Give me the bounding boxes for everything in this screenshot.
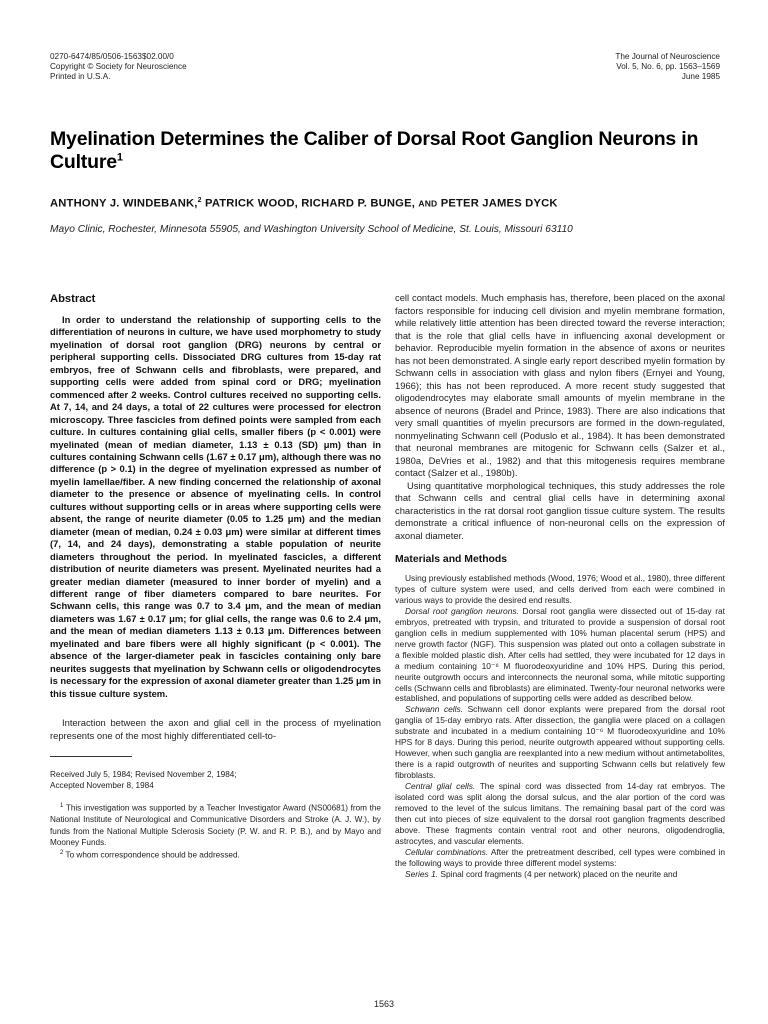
methods-schwann-paragraph (395, 704, 725, 781)
article-title-text: Myelination Determines the Caliber of Dorsal Root Ganglion Neurons in Culture (50, 128, 699, 173)
abstract-text: In order to understand the relationship of supporting cells to the differentiation of neurons in culture, we have used morphometry to study myelination of dorsal root ganglion (DRG) neurons by central or peripheral supporting cells. Dissociated DRG cultures from 15-day rat embryos, free of Schwann cells and fibroblasts, were prepared, and supporting cells were added from spinal cord or DRG; myelination commenced after 2 weeks. Control cultures received no supporting cells. At 7, 14, and 24 days, a total of 22 cultures were processed for electron microscopy. Three fascicles from defined points were sampled from each culture. In cultures containing glial cells, smaller fibers (p < 0.001) were myelinated (mean of median diameter, 1.13 ± 0.13 (SD) μm) than in cultures containing Schwann cells (1.67 ± 0.17 μm), although there was no difference (p > 0.1) in the degree of myelination expressed as number of myelin lamellae/fiber. A new finding concerned the relationship of axonal diameter to the presence or absence of myelinating cells. In control cultures without supporting cells or in areas where supporting cells were absent, the range of neurite diameter (0.05 to 1.25 μm) and the median diameter (mean of median, 0.24 ± 0.03 μm) were similar at different times (7, 14, and 24 days), demonstrating a stable population of neurite diameters throughout the period. In myelinated fascicles, a different distribution of neurite diameters was present. Myelinated neurites had a greater median diameter (measured to inner border of myelin) and a different range of fiber diameters compared to bare neurites. For Schwann cells, this range was 0.7 to 3.4 μm, and the mean of median diameters was 1.67 ± 0.17 μm; for glial cells, the range was 0.6 to 2.4 μm, and the mean of median diameters 1.13 ± 0.13 μm. Differences between myelinated and bare fibers were all highly significant (p < 0.001). The absence of the larger-diameter peak in fascicles containing only bare neurites suggests that myelination by Schwann cells or oligodendrocytes is necessary for the expression of axonal diameter greater than 1.25 μm in this tissue culture system. (50, 314, 381, 699)
right-column (395, 292, 725, 880)
methods-schwann-text: Schwann cell donor explants were prepared from the dorsal root ganglia of 15-day embryo rats. After dissection, the ganglia were placed on a collagen substrate and incubated in a medium containing 10⁻⁶ M fluorodeoxyuridine and 10% HPS for 8 days. During this period, neurite outgrowth appeared without supporting cells. However, when such ganglia are reexplanted into a new medium without antimetabolites, there is a rapid outgrowth of neurites and supporting Schwann cells but relatively few fibroblasts. (395, 704, 726, 781)
received-dates (50, 769, 381, 791)
methods-combinations-paragraph (395, 847, 725, 869)
methods-drg-text: Dorsal root ganglia were dissected out of 15-day rat embryos, pretreated with trypsin, and triturated to provide a suspension of dorsal root ganglion cells in medium supplemented with 10% human placental serum (HPS) and nerve growth factor (NGF). This suspension was plated out onto a collagen substrate in a flexible molded plastic dish. After cells had settled, they were incubated for 12 days in a medium containing 10⁻⁶ M fluorodeoxyuridine and 10% HPS. During this period, neurite outgrowth occurs and interconnects the neuronal soma, while mitotic supporting cells (Schwann cells and fibroblasts) are eliminated. Twenty-four neuronal networks were established, and populations of supporting cells were added as described below. (395, 605, 726, 704)
header-issn: 0270-6474/85/0506-1563$02.00/0 (50, 52, 174, 61)
left-column (50, 293, 381, 861)
methods-drg-paragraph (395, 606, 725, 705)
received-line: Received July 5, 1984; Revised November 2, 1984; (50, 770, 237, 780)
article-title (50, 128, 730, 174)
subsection-title: Schwann cells. (405, 704, 464, 715)
author-name: RICHARD P. BUNGE, (301, 197, 416, 210)
methods-glial-paragraph (395, 781, 725, 847)
title-footnote-mark: 1 (116, 151, 123, 164)
journal-header-left (50, 52, 187, 82)
subsection-title: Cellular combinations. (405, 846, 489, 857)
introduction-text: Interaction between the axon and glial cell in the process of myelination represents one of the most highly differentiated cell-to- (50, 717, 381, 742)
footnotes (50, 769, 381, 861)
header-printed: Printed in U.S.A. (50, 72, 111, 81)
methods-glial-text: The spinal cord was dissected from 14-day rat embryos. The isolated cord was split along the dorsal sulcus, and the alar portion of the cord was removed to the level of the sulcus limitans. The remaining basal part of the cord was then cut into pieces of size equivalent to the dorsal root ganglion fragments described above. These fragments contain ventral root and other neurons, oligodendroglia, astrocytes, and vascular elements. (395, 781, 725, 846)
header-volume: Vol. 5, No. 6, pp. 1563–1569 (616, 62, 720, 71)
journal-header-right (615, 52, 720, 82)
methods-intro: Using previously established methods (Wood, 1976; Wood et al., 1980), three different types of culture system were used, and cells derived from each were combined in various ways to provide the desired end results. (395, 573, 725, 605)
footnote-2 (50, 848, 381, 861)
authors-and: AND (418, 198, 438, 209)
header-date: June 1985 (681, 72, 720, 81)
footnote-1-text: This investigation was supported by a Teacher Investigator Award (NS00681) from the National Institute of Neurological and Communicative Disorders and Stroke (A. J. W.), by funds from the National Multiple Sclerosis Society (P. W. and R. P. B.), and by Mayo and Mooney Funds. (50, 804, 381, 847)
page-number: 1563 (373, 999, 395, 1009)
footnote-divider (50, 756, 132, 757)
abstract-heading: Abstract (50, 293, 96, 305)
introduction-paragraph-2: Using quantitative morphological techniques, this study addresses the role that Schwann cells and central glial cells have in determining axonal characteristics in the rat dorsal root ganglion tissue culture system. The results demonstrate a critical influence of non-neuronal cells on the expression of axonal diameter. (395, 479, 725, 541)
author-footnote-mark: 2 (197, 197, 202, 204)
header-journal-name: The Journal of Neuroscience (615, 52, 720, 61)
subsection-title: Dorsal root ganglion neurons. (405, 605, 519, 616)
introduction-continued: cell contact models. Much emphasis has, therefore, been placed on the axonal factors responsible for inducing cell division and myelin membrane formation, while relatively little attention has been directed toward the reverse interaction; that is the role that glial cells have in influencing axonal development or behavior. Reproducible myelin formation in the absence of axons or neurites has not been demonstrated. A single early report described myelin formation by Schwann cells in association with glass and nylon fibers (Ernyei and Young, 1966); this has not been reproduced. A more recent study suggested that oligodendrocytes may elaborate small amounts of myelin membrane in the absence of neurons (Bradel and Prince, 1983). There are also indications that very small quantities of myelin precursors are formed in the down-regulated, nonmyelinating Schwann cell (Poduslo et al., 1984). It has been demonstrated that neuronal membranes are mitogenic for Schwann cells (Salzer et al., 1980a, DeVries et al., 1982) and that this mitogenesis requires membrane contact (Salzer et al., 1980b). (395, 292, 725, 478)
footnote-1 (50, 801, 381, 848)
header-copyright: Copyright © Society for Neuroscience (50, 62, 187, 71)
author-name: ANTHONY J. WINDEBANK, (50, 197, 198, 210)
methods-heading: Materials and Methods (395, 554, 508, 565)
affiliation: Mayo Clinic, Rochester, Minnesota 55905, and Washington University School of Medicine, St. Louis, Missouri 63110 (50, 224, 573, 235)
subsection-title: Series 1. (405, 868, 439, 879)
author-list (50, 197, 730, 210)
footnote-2-mark: 2 (60, 850, 64, 856)
footnote-2-text: To whom correspondence should be addressed. (65, 850, 240, 860)
methods-series-1-paragraph (395, 869, 725, 880)
subsection-title: Central glial cells. (405, 781, 476, 792)
footnote-1-mark: 1 (60, 803, 64, 810)
accepted-line: Accepted November 8, 1984 (50, 781, 154, 791)
methods-combinations-text: After the pretreatment described, cell types were combined in the following ways to provide three different model systems: (395, 846, 725, 868)
author-name: PETER JAMES DYCK (440, 197, 558, 210)
methods-series-1-text: Spinal cord fragments (4 per network) placed on the neurite and (440, 868, 678, 879)
author-name: PATRICK WOOD, (204, 197, 298, 210)
